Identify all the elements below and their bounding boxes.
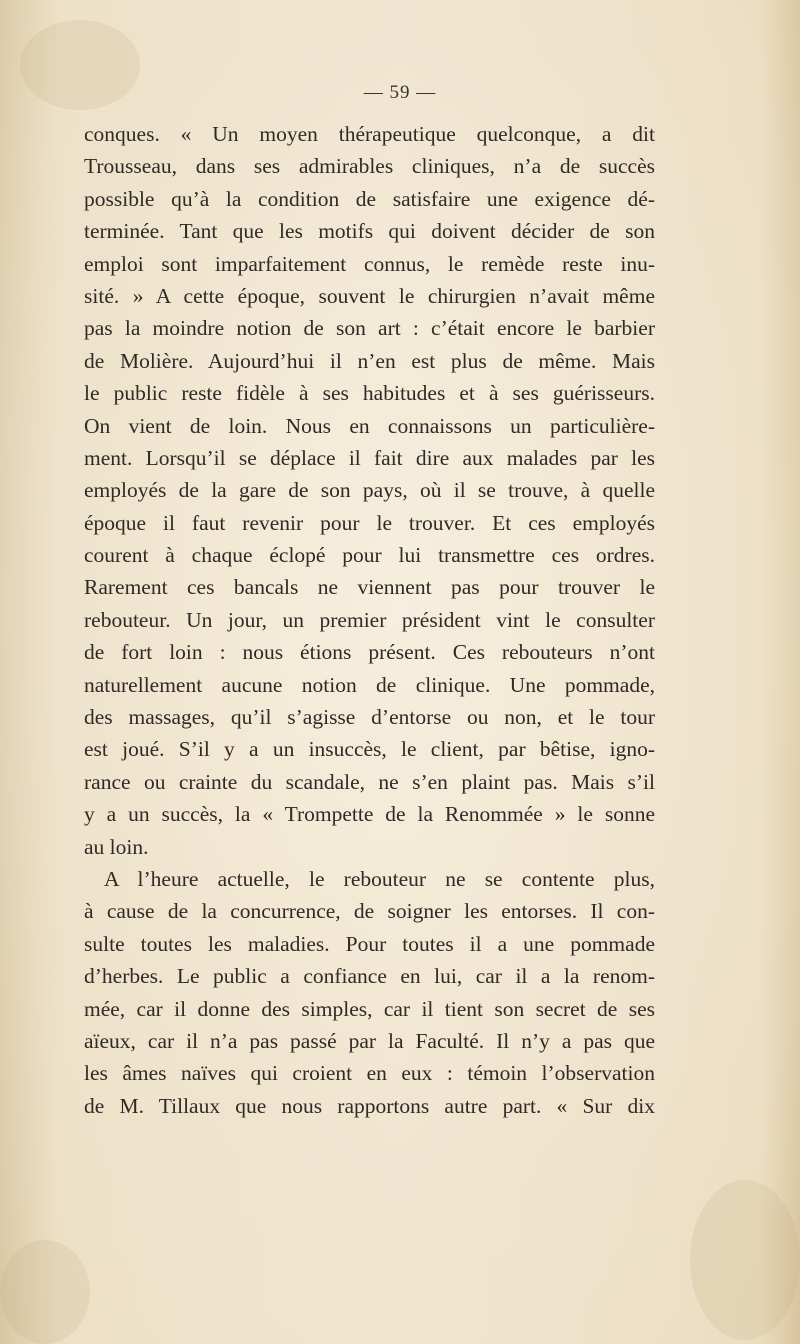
text-line: Rarement ces bancals ne viennent pas pour trouver le <box>84 575 655 600</box>
text-line: courent à chaque éclopé pour lui transmettre ces ordres. <box>84 543 655 568</box>
text-line: sité. » A cette époque, souvent le chirurgien n’avait même <box>84 283 655 308</box>
text-line: rebouteur. Un jour, un premier président vint le consulter <box>84 607 655 632</box>
text-line: ment. Lorsqu’il se déplace il fait dire aux malades par les <box>84 445 655 470</box>
text-line: mée, car il donne des simples, car il tient son secret de ses <box>84 996 655 1021</box>
text-line: possible qu’à la condition de satisfaire une exigence dé- <box>84 186 655 211</box>
paper-stain <box>690 1180 800 1340</box>
text-line: le public reste fidèle à ses habitudes et à ses guérisseurs. <box>84 381 655 406</box>
text-line: d’herbes. Le public a confiance en lui, car il a la renom- <box>84 964 655 989</box>
text-line: pas la moindre notion de son art : c’était encore le barbier <box>84 316 655 341</box>
text-line: époque il faut revenir pour le trouver. Et ces employés <box>84 510 655 535</box>
text-line: y a un succès, la « Trompette de la Renommée » le sonne <box>84 802 655 827</box>
paper-stain <box>0 1240 90 1344</box>
text-line: au loin. <box>84 834 149 859</box>
text-line: des massages, qu’il s’agisse d’entorse ou non, et le tour <box>84 705 655 730</box>
text-line: naturellement aucune notion de clinique. Une pommade, <box>84 672 655 697</box>
text-line: sulte toutes les maladies. Pour toutes il a une pommade <box>84 931 655 956</box>
text-line: aïeux, car il n’a pas passé par la Faculté. Il n’y a pas que <box>84 1028 655 1053</box>
text-line: les âmes naïves qui croient en eux : témoin l’observation <box>84 1061 655 1086</box>
text-line: emploi sont imparfaitement connus, le remède reste inu- <box>84 251 655 276</box>
text-line: terminée. Tant que les motifs qui doivent décider de son <box>84 219 655 244</box>
text-line: rance ou crainte du scandale, ne s’en plaint pas. Mais s’il <box>84 769 655 794</box>
text-line: Trousseau, dans ses admirables cliniques, n’a de succès <box>84 154 655 179</box>
page-number: — 59 — <box>363 82 437 103</box>
text-line: de Molière. Aujourd’hui il n’en est plus de même. Mais <box>84 348 655 373</box>
text-line: à cause de la concurrence, de soigner les entorses. Il con- <box>84 899 655 924</box>
text-line: On vient de loin. Nous en connaissons un particulière- <box>84 413 655 438</box>
text-line: conques. « Un moyen thérapeutique quelconque, a dit <box>84 122 655 146</box>
text-line: employés de la gare de son pays, où il se trouve, à quelle <box>84 478 655 503</box>
text-line: est joué. S’il y a un insuccès, le client, par bêtise, igno- <box>84 737 655 762</box>
text-line: A l’heure actuelle, le rebouteur ne se contente plus, <box>104 866 655 891</box>
text-line: de fort loin : nous étions présent. Ces rebouteurs n’ont <box>84 640 655 665</box>
body-text <box>84 118 655 1122</box>
text-line: de M. Tillaux que nous rapportons autre part. « Sur dix <box>84 1093 655 1118</box>
